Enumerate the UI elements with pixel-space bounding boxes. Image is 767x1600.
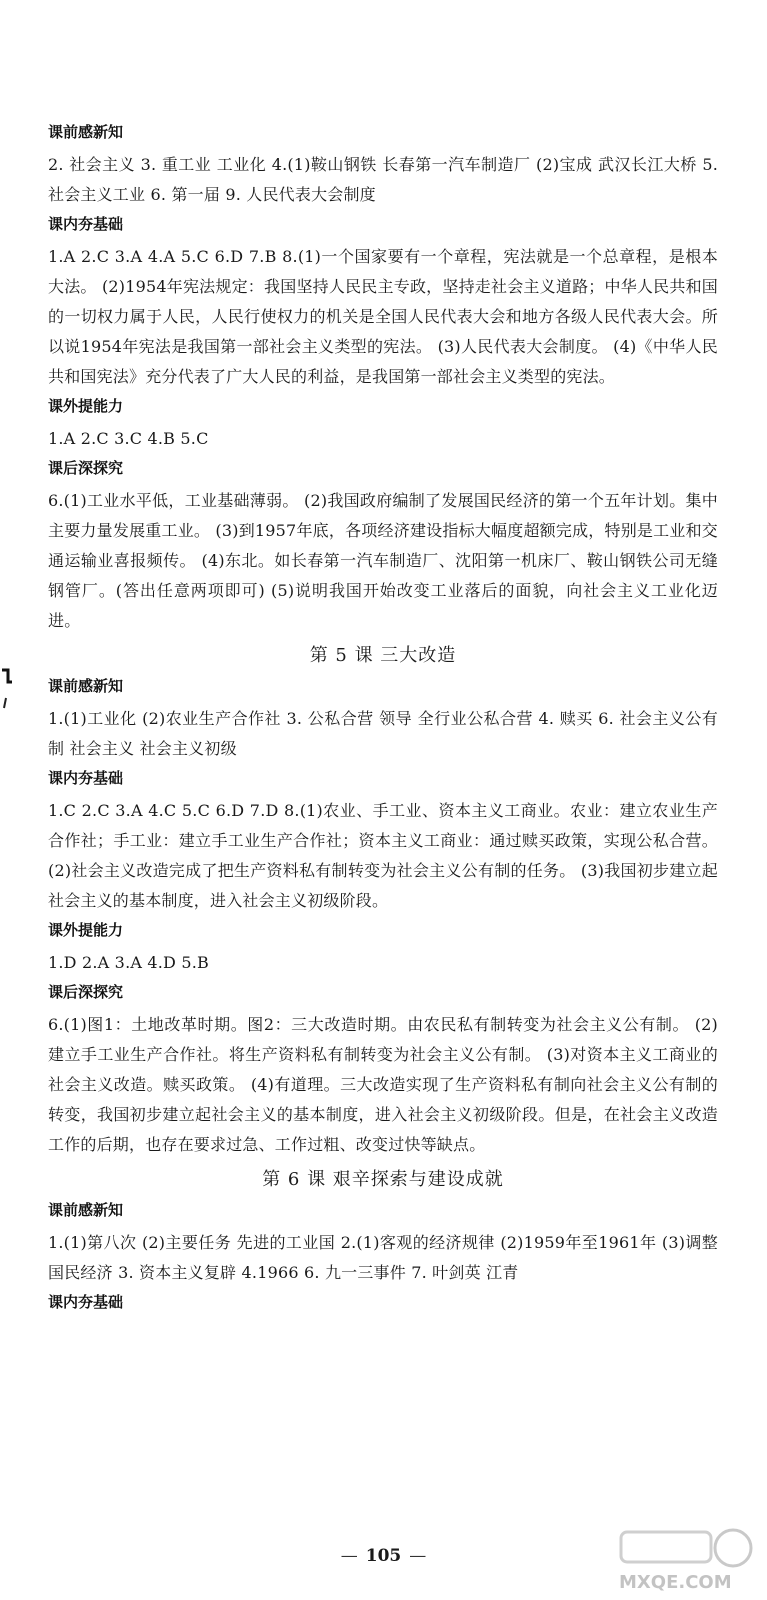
answer-paragraph: 2. 社会主义 3. 重工业 工业化 4.(1)鞍山钢铁 长春第一汽车制造厂 (2)宝成 武汉长江大桥 5. 社会主义工业 6. 第一届 9. 人民代表大会制度 (48, 155, 718, 204)
watermark (611, 1526, 761, 1596)
watermark-text: MXQE.COM (619, 1572, 732, 1593)
page-number-dash-left: — (340, 1546, 358, 1566)
answer-paragraph: 1.C 2.C 3.A 4.C 5.C 6.D 7.D 8.(1)农业、手工业、资本主义工商业。农业：建立农业生产合作社；手工业：建立手工业生产合作社；资本主义工商业：通过赎买政策，实现公私合营。 (2)社会主义改造完成了把生产资料私有制转变为社会主义公有制的任务。 (3)我国初步建立起社会主义的基本制度，进入社会主义初级阶段。 (48, 801, 718, 910)
page-number-dash-right: — (409, 1546, 427, 1566)
section-heading: 课后深探究 (48, 459, 124, 477)
lesson-title: 第 6 课 艰辛探索与建设成就 (262, 1169, 504, 1190)
section-heading: 课前感新知 (48, 1201, 124, 1219)
answer-paragraph: 1.A 2.C 3.C 4.B 5.C (48, 429, 209, 448)
lesson-title: 第 5 课 三大改造 (309, 645, 457, 666)
answer-paragraph: 6.(1)图1：土地改革时期。图2：三大改造时期。由农民私有制转变为社会主义公有制。 (2)建立手工业生产合作社。将生产资料私有制转变为社会主义公有制。 (3)对资本主义工商业的社会主义改造。赎买政策。 (4)有道理。三大改造实现了生产资料私有制向社会主义公有制的转变，我国初步建立起社会主义的基本制度，进入社会主义初级阶段。但是，在社会主义改造工作的后期，也存在要求过急、工作过粗、改变过快等缺点。 (48, 1015, 718, 1154)
answer-paragraph: 1.A 2.C 3.A 4.A 5.C 6.D 7.B 8.(1)一个国家要有一个章程，宪法就是一个总章程，是根本大法。 (2)1954年宪法规定：我国坚持人民民主专政，坚持走社会主义道路；中华人民共和国的一切权力属于人民，人民行使权力的机关是全国人民代表大会和地方各级人民代表大会。所以说1954年宪法是我国第一部社会主义类型的宪法。 (3)人民代表大会制度。 (4)《中华人民共和国宪法》充分代表了广大人民的利益，是我国第一部社会主义类型的宪法。 (48, 247, 718, 386)
binding-mark (0, 668, 14, 712)
answer-stamp-icon (611, 1526, 761, 1596)
section-heading: 课前感新知 (48, 123, 124, 141)
answer-paragraph: 1.D 2.A 3.A 4.D 5.B (48, 953, 209, 972)
section-heading: 课内夯基础 (48, 769, 124, 787)
page-number-value: 105 (365, 1546, 402, 1566)
section-heading: 课前感新知 (48, 677, 124, 695)
section-heading: 课后深探究 (48, 983, 124, 1001)
section-heading: 课外提能力 (48, 921, 124, 939)
answer-content (48, 118, 718, 1320)
answer-paragraph: 1.(1)第八次 (2)主要任务 先进的工业国 2.(1)客观的经济规律 (2)1959年至1961年 (3)调整国民经济 3. 资本主义复辟 4.1966 6. 九一三事件 7. 叶剑英 江青 (48, 1233, 718, 1282)
answer-paragraph: 6.(1)工业水平低，工业基础薄弱。 (2)我国政府编制了发展国民经济的第一个五年计划。集中主要力量发展重工业。 (3)到1957年底，各项经济建设指标大幅度超额完成，特别是工业和交通运输业喜报频传。 (4)东北。如长春第一汽车制造厂、沈阳第一机床厂、鞍山钢铁公司无缝钢管厂。(答出任意两项即可) (5)说明我国开始改变工业落后的面貌，向社会主义工业化迈进。 (48, 491, 718, 630)
section-heading: 课外提能力 (48, 397, 124, 415)
section-heading: 课内夯基础 (48, 1293, 124, 1311)
section-heading: 课内夯基础 (48, 215, 124, 233)
answer-paragraph: 1.(1)工业化 (2)农业生产合作社 3. 公私合营 领导 全行业公私合营 4. 赎买 6. 社会主义公有制 社会主义 社会主义初级 (48, 709, 718, 758)
